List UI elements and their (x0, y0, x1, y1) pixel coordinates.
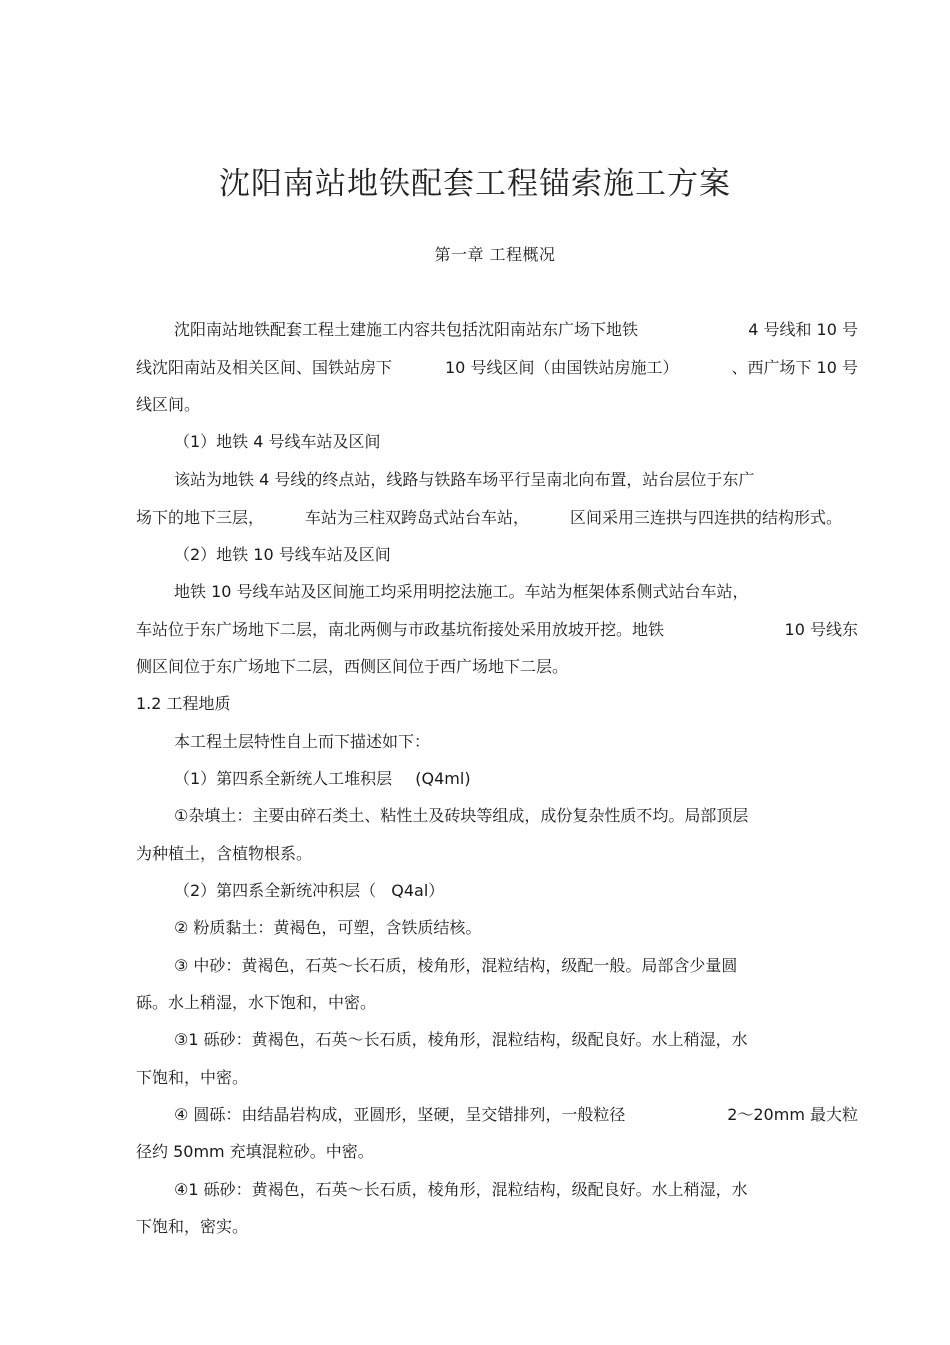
section-2-heading: （2）地铁 10 号线车站及区间 (174, 545, 391, 564)
layer-2-heading-text-b: Q4al） (391, 881, 445, 900)
layer-2-heading-text-a: （2）第四系全新统冲积层（ (174, 881, 377, 900)
geology-heading: 1.2 工程地质 (136, 694, 231, 713)
section-1-line-2-text-c: 区间采用三连拱与四连拱的结构形式。 (569, 508, 842, 527)
section-2-line-2-text-b: 10 号线东 (784, 620, 858, 639)
document-title: 沈阳南站地铁配套工程锚索施工方案 (219, 166, 731, 202)
section-2-line-3: 侧区间位于东广场地下二层，西侧区间位于西广场地下二层。 (136, 657, 569, 676)
layer-1-heading-text-b: (Q4ml) (415, 769, 471, 788)
layer-2-heading (174, 880, 444, 902)
round-gravel-line-1-text-a: ④ 圆砾：由结晶岩构成，亚圆形，坚硬，呈交错排列，一般粒径 (174, 1105, 626, 1124)
fill-soil-line-2: 为种植土，含植物根系。 (136, 844, 313, 863)
gravel-sand-4-line-1: ④1 砾砂：黄褐色，石英～长石质，棱角形，混粒结构，级配良好。水上稍湿，水 (174, 1180, 748, 1199)
chapter-heading: 第一章 工程概况 (434, 245, 556, 264)
section-2-line-2-text-a: 车站位于东广场地下二层，南北两侧与市政基坑衔接处采用放坡开挖。地铁 (136, 620, 665, 639)
round-gravel-line-2: 径约 50mm 充填混粒砂。中密。 (136, 1142, 374, 1161)
gravel-sand-3-line-2: 下饱和，中密。 (136, 1068, 249, 1087)
section-2-line-2 (136, 619, 858, 641)
silty-clay-line: ② 粉质黏土：黄褐色，可塑，含铁质结核。 (174, 918, 482, 937)
round-gravel-line-1-text-b: 2～20mm 最大粒 (727, 1105, 858, 1124)
intro-line-2-text-b: 10 号线区间（由国铁站房施工） (445, 358, 679, 377)
intro-line-2-text-a: 线沈阳南站及相关区间、国铁站房下 (136, 358, 393, 377)
gravel-sand-4-line-2: 下饱和，密实。 (136, 1217, 249, 1236)
gravel-sand-3-line-1: ③1 砾砂：黄褐色，石英～长石质，棱角形，混粒结构，级配良好。水上稍湿，水 (174, 1030, 748, 1049)
round-gravel-line-1 (174, 1104, 858, 1126)
section-1-line-2-text-a: 场下的地下三层， (136, 508, 265, 527)
intro-line-3: 线区间。 (136, 395, 201, 414)
section-2-line-1: 地铁 10 号线车站及区间施工均采用明挖法施工。车站为框架体系侧式站台车站， (174, 582, 749, 601)
layer-1-heading (174, 768, 471, 790)
section-1-line-2 (136, 507, 842, 529)
section-1-line-1: 该站为地铁 4 号线的终点站，线路与铁路车场平行呈南北向布置，站台层位于东广 (174, 470, 755, 489)
intro-line-1-text-b: 4 号线和 10 号 (748, 320, 858, 339)
intro-line-1 (174, 319, 858, 341)
fill-soil-line-1: ①杂填土：主要由碎石类土、粘性土及砖块等组成，成份复杂性质不均。局部顶层 (174, 806, 749, 825)
layer-1-heading-text-a: （1）第四系全新统人工堆积层 (174, 769, 393, 788)
section-1-line-2-text-b: 车站为三柱双跨岛式站台车站， (304, 508, 529, 527)
section-1-heading: （1）地铁 4 号线车站及区间 (174, 432, 381, 451)
medium-sand-line-1: ③ 中砂：黄褐色，石英～长石质，棱角形，混粒结构，级配一般。局部含少量圆 (174, 956, 738, 975)
intro-line-2-text-c: 、西广场下 10 号 (731, 358, 858, 377)
intro-line-2 (136, 357, 858, 379)
geology-intro: 本工程土层特性自上而下描述如下： (174, 732, 431, 751)
intro-line-1-text-a: 沈阳南站地铁配套工程土建施工内容共包括沈阳南站东广场下地铁 (174, 320, 639, 339)
medium-sand-line-2: 砾。水上稍湿，水下饱和，中密。 (136, 993, 377, 1012)
